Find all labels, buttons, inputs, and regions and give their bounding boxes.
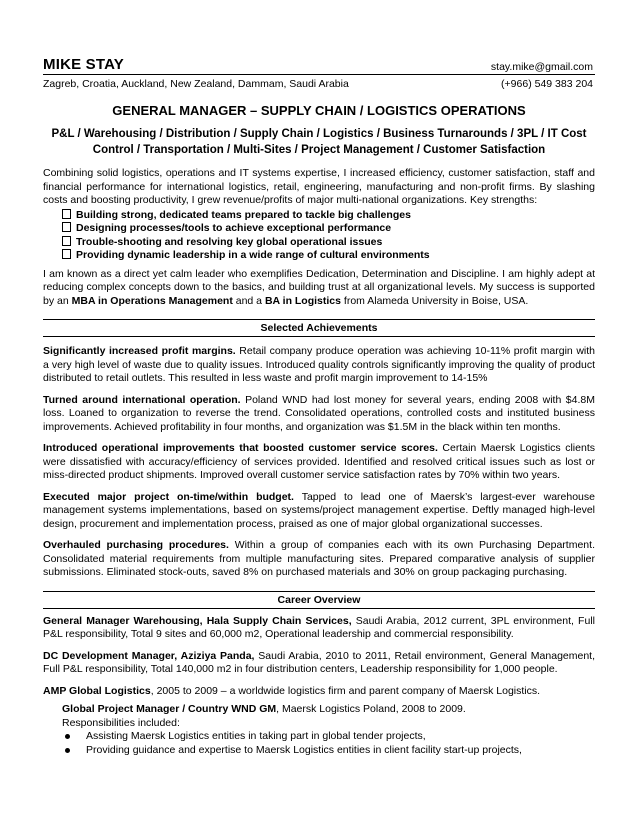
achievements-heading: Selected Achievements	[43, 319, 595, 337]
strength-item: Building strong, dedicated teams prepared to tackle big challenges	[62, 209, 595, 223]
strengths-list	[62, 209, 595, 263]
sub-role-title: Global Project Manager / Country WND GM, Maersk Logistics Poland, 2008 to 2009.	[62, 703, 466, 715]
header-name-row	[43, 56, 595, 75]
sub-role	[62, 703, 595, 757]
bullet-icon	[65, 734, 70, 739]
locations: Zagreb, Croatia, Auckland, New Zealand, Dammam, Saudi Arabia	[43, 78, 349, 90]
achievement-item: Turned around international operation. Poland WND had lost money for several years, ending 2008 with $4.8M loss. Loaned to organization to reverse the trend. Consolidated operations, controlled costs and instituted business improvements. Achieved profitability in four months, and organization was $1.5M in the black within ten months.	[43, 393, 595, 433]
header-location-row	[43, 78, 595, 90]
responsibility-item: Providing guidance and expertise to Maersk Logistics entities in client facility start-up projects,	[62, 744, 595, 758]
achievement-item: Executed major project on-time/within budget. Tapped to lead one of Maersk’s largest-ever warehouse management systems implementations, based on systems/project management expertise. Deftly managed high-level design, procurement and implementation process, praised as one of major global organizational successes.	[43, 490, 595, 530]
resume-page	[43, 56, 595, 757]
strength-item: Trouble-shooting and resolving key global operational issues	[62, 236, 595, 250]
phone-number: (+966) 549 383 204	[501, 78, 593, 90]
email-address: stay.mike@gmail.com	[490, 61, 593, 73]
career-item: DC Development Manager, Aziziya Panda, Saudi Arabia, 2010 to 2011, Retail environment, General Management, Full P&L responsibility, Total 140,000 m2 in four distribution centers, Leadership responsibility for 1,000 people.	[43, 649, 596, 675]
responsibilities-label: Responsibilities included:	[62, 716, 180, 729]
career-item: AMP Global Logistics, 2005 to 2009 – a worldwide logistics firm and parent company of Maersk Logistics.	[43, 684, 541, 697]
checkbox-icon	[62, 249, 71, 259]
candidate-name: MIKE STAY	[43, 56, 124, 73]
summary: Combining solid logistics, operations and IT systems expertise, I increased efficiency, customer satisfaction, staff and financial performance for international logistics, retail, engineering, manufacturing and non-profit firms. By slashing costs and boosting productivity, I grew revenue/profits of major multi-national organizations. Key strengths:	[43, 167, 595, 206]
strength-item: Designing processes/tools to achieve exceptional performance	[62, 222, 595, 236]
achievement-item: Introduced operational improvements that boosted customer service scores. Certain Maersk Logistics clients were dissatisfied with accuracy/efficiency of services provided. Identified and resolved critical issues such as lost or miss-directed product shipments. Improved overall customer service satisfaction rates by 70% within two years.	[43, 442, 595, 481]
expertise-areas: P&L / Warehousing / Distribution / Supply Chain / Logistics / Business Turnarounds / 3PL / IT Cost Control / Transportation / Multi-Sites / Project Management / Customer Satisfaction	[51, 128, 587, 156]
checkbox-icon	[62, 209, 71, 219]
checkbox-icon	[62, 236, 71, 246]
strength-item: Providing dynamic leadership in a wide range of cultural environments	[62, 249, 595, 263]
career-heading: Career Overview	[43, 591, 595, 609]
responsibilities-list	[62, 730, 595, 757]
bullet-icon	[65, 748, 70, 753]
checkbox-icon	[62, 222, 71, 232]
responsibility-item: Assisting Maersk Logistics entities in taking part in global tender projects,	[62, 730, 595, 744]
achievement-item: Overhauled purchasing procedures. Within a group of companies each with its own Purchasing Department. Consolidated material requirements from multiple manufacturing sites. Prepared comparative analysis of supplier submissions. Eliminated stock-outs, saved 8% on purchased materials and 30% on group packaging purchasing.	[43, 539, 595, 578]
headline: GENERAL MANAGER – SUPPLY CHAIN / LOGISTICS OPERATIONS	[112, 103, 526, 118]
intro-paragraph: I am known as a direct yet calm leader who exemplifies Dedication, Determination and Discipline. I am highly adept at reducing complex concepts down to the basics, and building trust at all organizational levels. My success is supported by an MBA in Operations Management and a BA in Logistics from Alameda University in Boise, USA.	[43, 267, 595, 307]
career-item: General Manager Warehousing, Hala Supply Chain Services, Saudi Arabia, 2012 current, 3PL environment, Full P&L responsibility, Total 9 sites and 60,000 m2, Operational leadership and commercial responsibility.	[43, 614, 595, 640]
achievement-item: Significantly increased profit margins. Retail company produce operation was achieving 10-11% profit margin with a very high level of waste due to quality issues. Introduced quality controls significantly improving the quality of product distributed to retail outlets. This resulted in less waste and profit margin improvement to 14-15%	[43, 345, 595, 384]
